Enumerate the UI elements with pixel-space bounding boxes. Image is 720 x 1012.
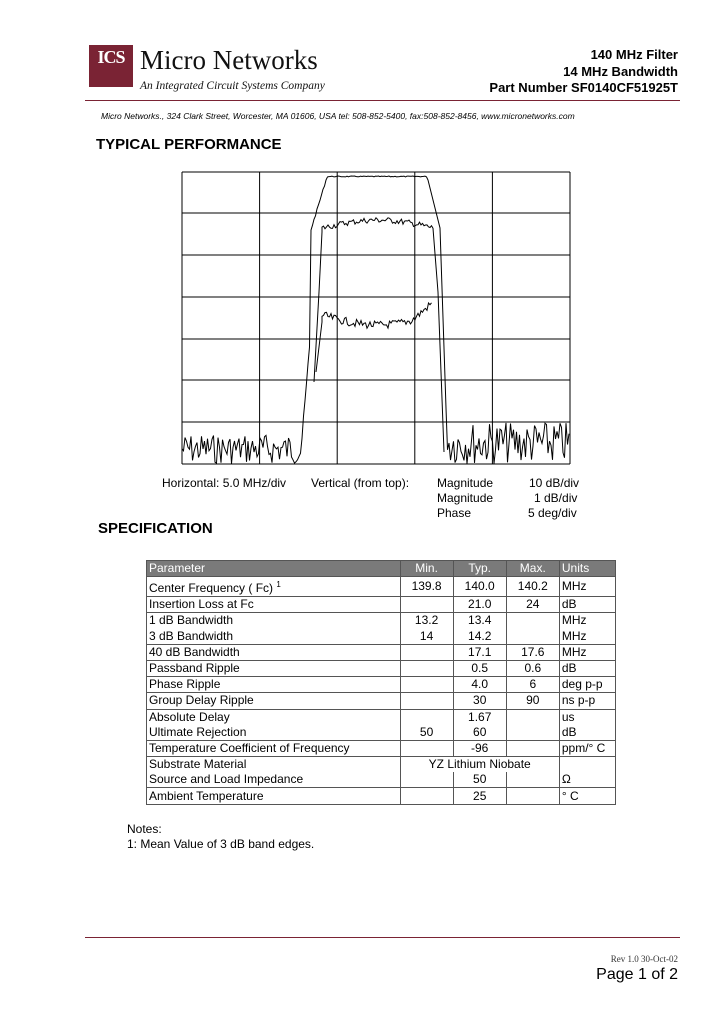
- trace-2-name: Magnitude: [437, 491, 494, 505]
- param-cell: Group Delay Ripple: [147, 693, 401, 709]
- table-row: [147, 693, 616, 709]
- min-cell: 50: [400, 725, 453, 741]
- specification-heading: SPECIFICATION: [98, 520, 213, 537]
- max-cell: [506, 772, 559, 788]
- max-cell: [506, 709, 559, 725]
- typ-cell: 25: [453, 788, 506, 804]
- units-cell: dB: [559, 597, 615, 613]
- typical-performance-heading: TYPICAL PERFORMANCE: [96, 136, 282, 153]
- min-cell: [400, 677, 453, 693]
- param-cell: Ambient Temperature: [147, 788, 401, 804]
- param-cell: Insertion Loss at Fc: [147, 597, 401, 613]
- table-header-row: [147, 561, 616, 577]
- typ-cell: 60: [453, 725, 506, 741]
- specification-table: [146, 560, 616, 805]
- trace-3-scale: 5 deg/div: [528, 506, 577, 520]
- min-cell: [400, 709, 453, 725]
- param-cell: Passband Ripple: [147, 660, 401, 676]
- max-cell: [506, 629, 559, 645]
- min-cell: [400, 644, 453, 660]
- max-cell: 24: [506, 597, 559, 613]
- param-cell: 40 dB Bandwidth: [147, 644, 401, 660]
- min-cell: [400, 597, 453, 613]
- product-bandwidth: 14 MHz Bandwidth: [563, 64, 678, 79]
- plot-grid: [182, 172, 570, 464]
- column-header: Typ.: [453, 561, 506, 577]
- table-row: [147, 597, 616, 613]
- table-row: [147, 644, 616, 660]
- typ-cell: 50: [453, 772, 506, 788]
- column-header: Min.: [400, 561, 453, 577]
- units-cell: dB: [559, 725, 615, 741]
- units-cell: ns p-p: [559, 693, 615, 709]
- min-cell: [400, 693, 453, 709]
- param-cell: Source and Load Impedance: [147, 772, 401, 788]
- typ-cell: 140.0: [453, 577, 506, 597]
- product-title: 140 MHz Filter: [590, 47, 678, 62]
- part-number: Part Number SF0140CF51925T: [489, 80, 678, 95]
- table-row: [147, 577, 616, 597]
- units-cell: us: [559, 709, 615, 725]
- units-cell: ° C: [559, 788, 615, 804]
- param-cell: 3 dB Bandwidth: [147, 629, 401, 645]
- units-cell: MHz: [559, 613, 615, 629]
- table-row: [147, 709, 616, 725]
- units-cell: MHz: [559, 577, 615, 597]
- typ-cell: 14.2: [453, 629, 506, 645]
- horizontal-scale: Horizontal: 5.0 MHz/div: [162, 476, 287, 490]
- footer-divider: [85, 937, 680, 938]
- max-cell: 17.6: [506, 644, 559, 660]
- units-cell: MHz: [559, 644, 615, 660]
- min-cell: [400, 740, 453, 756]
- trace-1-name: Magnitude: [437, 476, 494, 490]
- param-cell: Temperature Coefficient of Frequency: [147, 740, 401, 756]
- typ-cell: 13.4: [453, 613, 506, 629]
- company-tagline: An Integrated Circuit Systems Company: [140, 80, 325, 92]
- trace-2-scale: 1 dB/div: [534, 491, 578, 505]
- table-row: [147, 788, 616, 804]
- param-cell: Center Frequency ( Fc) $^1$: [147, 577, 401, 597]
- min-cell: [400, 788, 453, 804]
- typ-cell: 4.0: [453, 677, 506, 693]
- substrate-value-cell: YZ Lithium Niobate: [400, 757, 559, 773]
- min-cell: [400, 660, 453, 676]
- table-row: [147, 660, 616, 676]
- table-row: [147, 677, 616, 693]
- units-cell: dB: [559, 660, 615, 676]
- max-cell: [506, 725, 559, 741]
- max-cell: [506, 788, 559, 804]
- param-cell: Phase Ripple: [147, 677, 401, 693]
- units-cell: [559, 757, 615, 773]
- min-cell: 139.8: [400, 577, 453, 597]
- typ-cell: 21.0: [453, 597, 506, 613]
- trace-1-scale: 10 dB/div: [529, 476, 580, 490]
- min-cell: [400, 772, 453, 788]
- column-header: Units: [559, 561, 615, 577]
- max-cell: [506, 740, 559, 756]
- units-cell: deg p-p: [559, 677, 615, 693]
- column-header: Parameter: [147, 561, 401, 577]
- revision-label: Rev 1.0 30-Oct-02: [610, 954, 678, 964]
- units-cell: MHz: [559, 629, 615, 645]
- column-header: Max.: [506, 561, 559, 577]
- param-cell: 1 dB Bandwidth: [147, 613, 401, 629]
- notes-title: Notes:: [127, 822, 162, 836]
- max-cell: [506, 613, 559, 629]
- page-number: Page 1 of 2: [596, 966, 678, 983]
- typ-cell: 17.1: [453, 644, 506, 660]
- max-cell: 140.2: [506, 577, 559, 597]
- units-cell: ppm/° C: [559, 740, 615, 756]
- table-row: [147, 772, 616, 788]
- max-cell: 6: [506, 677, 559, 693]
- company-address: Micro Networks., 324 Clark Street, Worcester, MA 01606, USA tel: 508-852-5400, fax:508-852-8456, www.micronetworks.com: [101, 111, 575, 121]
- note-item: 1: Mean Value of 3 dB band edges.: [127, 837, 315, 851]
- table-row: [147, 629, 616, 645]
- param-cell: Absolute Delay: [147, 709, 401, 725]
- magnitude-1db-trace: [314, 218, 444, 452]
- param-cell: Ultimate Rejection: [147, 725, 401, 741]
- logo-text: ICS: [97, 47, 125, 67]
- typ-cell: 1.67: [453, 709, 506, 725]
- header-divider: [85, 100, 680, 101]
- performance-plot: [180, 170, 572, 466]
- footnote-ref: 1: [276, 580, 281, 590]
- table-row: [147, 740, 616, 756]
- min-cell: 13.2: [400, 613, 453, 629]
- typ-cell: -96: [453, 740, 506, 756]
- typ-cell: 0.5: [453, 660, 506, 676]
- typ-cell: 30: [453, 693, 506, 709]
- max-cell: 0.6: [506, 660, 559, 676]
- company-name: Micro Networks: [140, 45, 318, 75]
- trace-3-name: Phase: [437, 506, 472, 520]
- table-row: [147, 725, 616, 741]
- vertical-scale-label: Vertical (from top):: [311, 476, 410, 490]
- min-cell: 14: [400, 629, 453, 645]
- table-row: [147, 757, 616, 773]
- units-cell: Ω: [559, 772, 615, 788]
- param-cell: Substrate Material: [147, 757, 401, 773]
- phase-trace: [316, 303, 432, 372]
- table-row: [147, 613, 616, 629]
- max-cell: 90: [506, 693, 559, 709]
